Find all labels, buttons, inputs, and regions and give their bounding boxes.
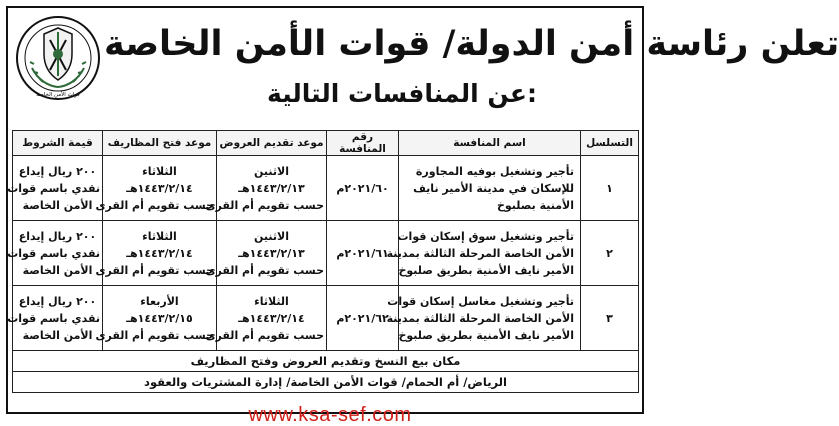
table-header-row <box>13 131 639 156</box>
cell-price <box>7 156 103 221</box>
cell-name-line: الأمير نايف الأمنية بطريق صلبوخ <box>398 328 574 342</box>
header-opening: موعد فتح المظاريف <box>103 131 217 156</box>
cell-submission-date: ١٤٤٣/٢/١٣هـ <box>238 181 305 195</box>
cell-opening-calendar: حسب تقويم أم القرى <box>95 263 214 277</box>
cell-opening-day: الثلاثاء <box>142 229 177 243</box>
cell-name-line: تأجير وتشغيل مغاسل إسكان قوات <box>387 294 574 308</box>
cell-opening-day: الثلاثاء <box>142 164 177 178</box>
table-footer-row <box>13 351 639 372</box>
cell-opening-day: الأربعاء <box>140 294 179 308</box>
header-submission: موعد تقديم العروض <box>217 131 327 156</box>
cell-opening-date: ١٤٤٣/٢/١٤هـ <box>126 246 193 260</box>
header-number: رقم المنافسة <box>327 131 399 156</box>
cell-price-line: نقدي باسم قوات <box>7 246 100 260</box>
cell-serial: ٢ <box>581 221 639 286</box>
cell-name <box>386 221 581 286</box>
cell-name-line: الأمنية بصلبوخ <box>496 198 574 212</box>
cell-opening <box>95 156 217 221</box>
header-name: اسم المنافسة <box>399 131 581 156</box>
cell-submission-day: الاثنين <box>254 164 289 178</box>
cell-opening <box>95 286 217 351</box>
cell-price-line: الأمن الخاصة <box>22 198 93 212</box>
cell-price <box>7 286 103 351</box>
cell-price-line: ٢٠٠ ريال إيداع <box>18 164 97 178</box>
cell-price-line: نقدي باسم قوات <box>7 181 100 195</box>
announcement-subheading: عن المنافسات التالية: <box>267 79 537 108</box>
cell-serial: ١ <box>581 156 639 221</box>
special-forces-emblem-icon <box>14 14 102 102</box>
cell-submission <box>205 156 327 221</box>
tenders-table <box>7 130 639 393</box>
header-price: قيمة الشروط <box>13 131 103 156</box>
cell-submission-day: الاثنين <box>254 229 289 243</box>
cell-submission-calendar: حسب تقويم أم القرى <box>205 198 324 212</box>
cell-opening-calendar: حسب تقويم أم القرى <box>95 328 214 342</box>
cell-name <box>386 286 581 351</box>
table-row <box>13 221 639 286</box>
cell-name-line: للإسكان في مدينة الأمير نايف <box>413 181 574 195</box>
cell-number: ٢٠٢١/٦٢م <box>327 286 399 351</box>
cell-number: ٢٠٢١/٦٠م <box>327 156 399 221</box>
table-row <box>13 156 639 221</box>
cell-opening-date: ١٤٤٣/٢/١٤هـ <box>126 181 193 195</box>
cell-submission-date: ١٤٤٣/٢/١٤هـ <box>238 311 305 325</box>
footer-place-title: مكان بيع النسخ وتقديم العروض وفتح المظاريف <box>13 351 639 372</box>
announcement-headline: تعلن رئاسة أمن الدولة/ قوات الأمن الخاصة <box>104 24 839 64</box>
cell-submission <box>205 286 327 351</box>
cell-price <box>7 221 103 286</box>
cell-number: ٢٠٢١/٦١م <box>327 221 399 286</box>
cell-price-line: ٢٠٠ ريال إيداع <box>18 294 97 308</box>
cell-name-line: تأجير وتشغيل بوفيه المجاورة <box>415 164 574 178</box>
cell-name-line: الأمير نايف الأمنية بطريق صلبوخ <box>398 263 574 277</box>
cell-submission-calendar: حسب تقويم أم القرى <box>205 263 324 277</box>
cell-price-line: الأمن الخاصة <box>22 263 93 277</box>
cell-submission-date: ١٤٤٣/٢/١٣هـ <box>238 246 305 260</box>
cell-opening-calendar: حسب تقويم أم القرى <box>95 198 214 212</box>
cell-name-line: تأجير وتشغيل سوق إسكان قوات <box>397 229 574 243</box>
emblem-caption: قوات الأمن الخاصة <box>36 92 80 98</box>
cell-price-line: نقدي باسم قوات <box>7 311 100 325</box>
cell-price-line: الأمن الخاصة <box>22 328 93 342</box>
footer-address: الرياض/ أم الحمام/ قوات الأمن الخاصة/ إدارة المشتريات والعقود <box>13 372 639 393</box>
cell-submission-day: الثلاثاء <box>254 294 289 308</box>
cell-submission <box>205 221 327 286</box>
cell-name <box>399 156 581 221</box>
cell-submission-calendar: حسب تقويم أم القرى <box>205 328 324 342</box>
cell-name-line: الأمن الخاصة المرحلة الثالثة بمدينة <box>386 246 574 260</box>
site-watermark: www.ksa-sef.com <box>248 404 412 426</box>
header-serial: التسلسل <box>581 131 639 156</box>
table-row <box>13 286 639 351</box>
table-footer-row <box>13 372 639 393</box>
cell-opening <box>95 221 217 286</box>
cell-serial: ٣ <box>581 286 639 351</box>
cell-price-line: ٢٠٠ ريال إيداع <box>18 229 97 243</box>
cell-name-line: الأمن الخاصة المرحلة الثالثة بمدينة <box>386 311 574 325</box>
cell-opening-date: ١٤٤٣/٢/١٥هـ <box>126 311 193 325</box>
